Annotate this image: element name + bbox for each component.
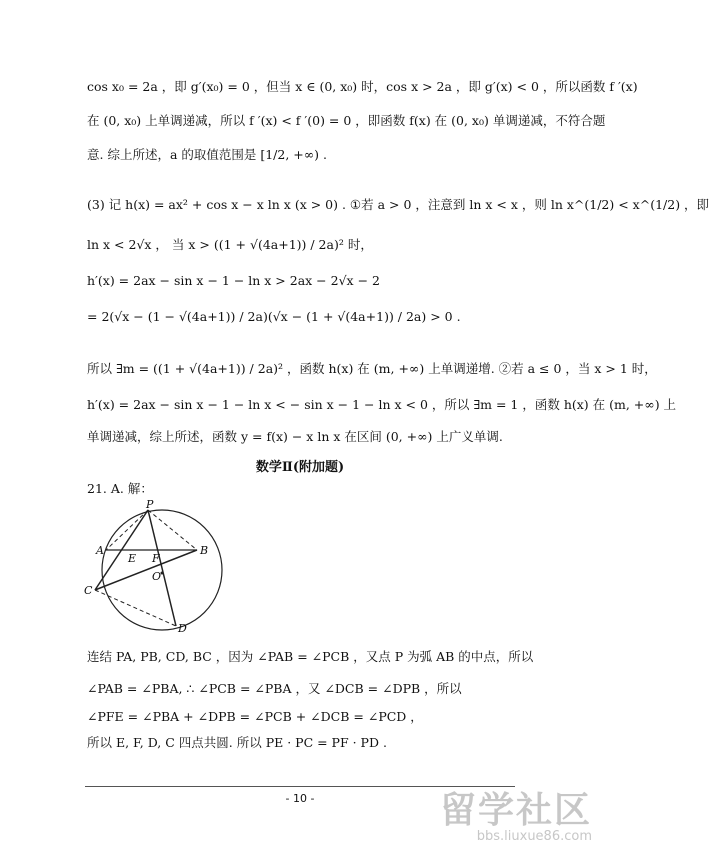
geometry-figure bbox=[80, 498, 270, 634]
problem-heading: 21. A. 解： bbox=[87, 481, 153, 496]
segment-pa bbox=[106, 510, 148, 550]
text-line: cos x₀ = 2a ，即 g′(x₀) = 0 ，但当 x ∈ (0, x₀) 时，cos x > 2a ，即 g′(x) < 0 ，所以函数 f ′(x) bbox=[87, 79, 638, 94]
text-line: 单调递减，综上所述，函数 y = f(x) − x ln x 在区间 (0, +∞) 上广义单调. bbox=[87, 429, 503, 444]
page-number: - 10 - bbox=[285, 792, 315, 805]
watermark bbox=[440, 782, 592, 844]
text-line: h′(x) = 2ax − sin x − 1 − ln x < − sin x − 1 − ln x < 0 ，所以 ∃m = 1 ，函数 h(x) 在 (m, +∞) 上 bbox=[87, 397, 677, 412]
text-line: 所以 ∃m = ((1 + √(4a+1)) / 2a)² ，函数 h(x) 在 (m, +∞) 上单调递增. ②若 a ≤ 0 ，当 x > 1 时， bbox=[87, 361, 657, 376]
text-line: ∠PAB = ∠PBA, ∴ ∠PCB = ∠PBA ，又 ∠DCB = ∠DPB ，所以 bbox=[87, 681, 462, 696]
label-d: D bbox=[178, 622, 187, 635]
label-o: O bbox=[152, 570, 162, 583]
label-e: E bbox=[128, 552, 137, 565]
watermark-url: bbs.liuxue86.com bbox=[476, 829, 592, 844]
text-line: 连结 PA, PB, CD, BC ，因为 ∠PAB = ∠PCB ，又点 P 为弧 AB 的中点，所以 bbox=[87, 649, 534, 664]
section-title: 数学Ⅱ(附加题) bbox=[255, 460, 345, 475]
label-c: C bbox=[84, 584, 93, 597]
text-line: h′(x) = 2ax − sin x − 1 − ln x > 2ax − 2√x − 2 bbox=[87, 273, 380, 288]
text-line: 意. 综上所述，a 的取值范围是 [1/2, +∞) . bbox=[87, 147, 327, 162]
text-line: ln x < 2√x ， 当 x > ((1 + √(4a+1)) / 2a)² 时， bbox=[87, 237, 373, 252]
watermark-main: 留学社区 bbox=[439, 790, 592, 831]
text-line: (3) 记 h(x) = ax² + cos x − x ln x (x > 0) . ①若 a > 0 ，注意到 ln x < x ，则 ln x^(1/2) < x^(1/2) ，即 bbox=[87, 197, 709, 212]
label-a: A bbox=[96, 544, 104, 557]
label-p: P bbox=[146, 498, 154, 511]
text-line: 在 (0, x₀) 上单调递减，所以 f ′(x) < f ′(0) = 0 ，即函数 f(x) 在 (0, x₀) 单调递减，不符合题 bbox=[87, 113, 606, 128]
text-line: ∠PFE = ∠PBA + ∠DPB = ∠PCB + ∠DCB = ∠PCD ， bbox=[87, 709, 423, 724]
segment-cb bbox=[95, 550, 197, 590]
label-f: F bbox=[152, 552, 160, 565]
text-line: = 2(√x − (1 − √(4a+1)) / 2a)(√x − (1 + √(4a+1)) / 2a) > 0 . bbox=[87, 309, 461, 324]
segment-pb bbox=[148, 510, 197, 550]
label-b: B bbox=[200, 544, 209, 557]
text-line: 所以 E, F, D, C 四点共圆. 所以 PE · PC = PF · PD . bbox=[87, 735, 387, 750]
